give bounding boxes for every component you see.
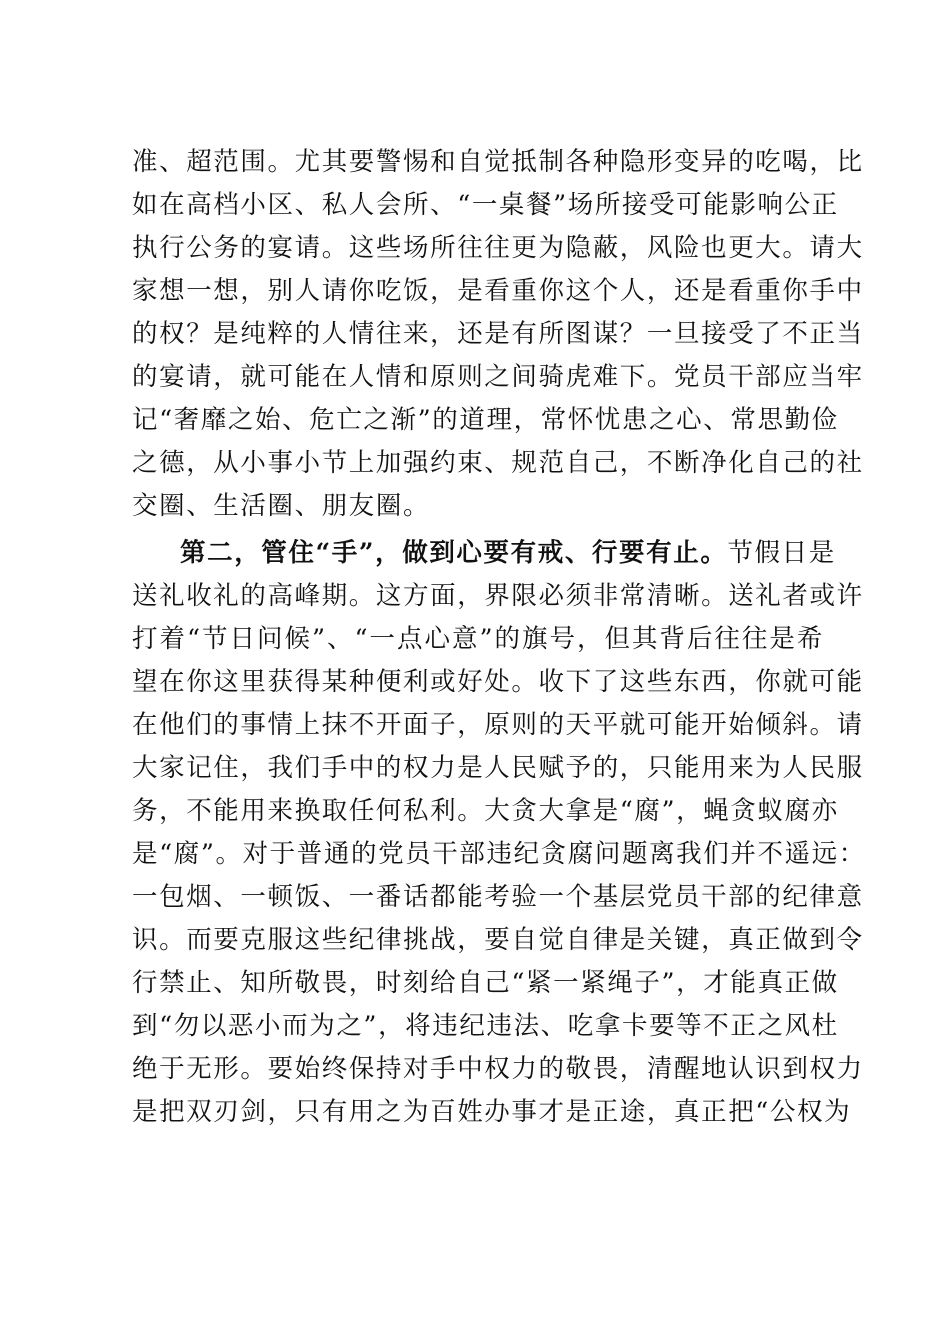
text-line: 准、超范围。尤其要警惕和自觉抵制各种隐形变异的吃喝，比 (132, 147, 864, 177)
text-line: 识。而要克服这些纪律挑战，要自觉自律是关键，真正做到令 (132, 925, 864, 955)
text-fragment: 节假日是 (727, 538, 836, 568)
text-line: 望在你这里获得某种便利或好处。收下了这些东西，你就可能 (132, 667, 864, 697)
text-line: 务，不能用来换取任何私利。大贪大拿是“腐”，蝇贪蚁腐亦 (132, 796, 839, 826)
text-line: 的权？是纯粹的人情往来，还是有所图谋？一旦接受了不正当 (132, 319, 864, 349)
text-line: 在他们的事情上抹不开面子，原则的天平就可能开始倾斜。请 (132, 710, 864, 740)
text-line: 绝于无形。要始终保持对手中权力的敬畏，清醒地认识到权力 (132, 1054, 864, 1084)
text-line: 到“勿以恶小而为之”，将违纪违法、吃拿卡要等不正之风杜 (132, 1011, 839, 1041)
text-line: 执行公务的宴请。这些场所往往更为隐蔽，风险也更大。请大 (132, 233, 864, 263)
text-line: 是把双刃剑，只有用之为百姓办事才是正途，真正把“公权为 (132, 1097, 852, 1127)
text-line: 送礼收礼的高峰期。这方面，界限必须非常清晰。送礼者或许 (132, 581, 864, 611)
text-line: 一包烟、一顿饭、一番话都能考验一个基层党员干部的纪律意 (132, 882, 864, 912)
text-line: 的宴请，就可能在人情和原则之间骑虎难下。党员干部应当牢 (132, 362, 864, 392)
text-line: 是“腐”。对于普通的党员干部违纪贪腐问题离我们并不遥远： (132, 839, 866, 869)
text-line: 之德，从小事小节上加强约束、规范自己，不断净化自己的社 (132, 448, 864, 478)
text-line: 行禁止、知所敬畏，时刻给自己“紧一紧绳子”，才能真正做 (132, 968, 839, 998)
paragraph-1 (132, 141, 864, 528)
paragraph-first-line (132, 532, 836, 575)
text-line: 打着“节日问候”、“一点心意”的旗号，但其背后往往是希 (132, 624, 824, 654)
text-line: 记“奢靡之始、危亡之渐”的道理，常怀忧患之心、常思勤俭 (132, 405, 839, 435)
text-line: 交圈、生活圈、朋友圈。 (132, 491, 431, 521)
section-heading: 第二，管住“手”，做到心要有戒、行要有止。 (180, 538, 728, 568)
text-line: 家想一想，别人请你吃饭，是看重你这个人，还是看重你手中 (132, 276, 864, 306)
text-line: 如在高档小区、私人会所、“一桌餐”场所接受可能影响公正 (132, 190, 839, 220)
paragraph-2 (132, 532, 866, 1134)
text-line: 大家记住，我们手中的权力是人民赋予的，只能用来为人民服 (132, 753, 864, 783)
document-body (132, 141, 866, 1134)
